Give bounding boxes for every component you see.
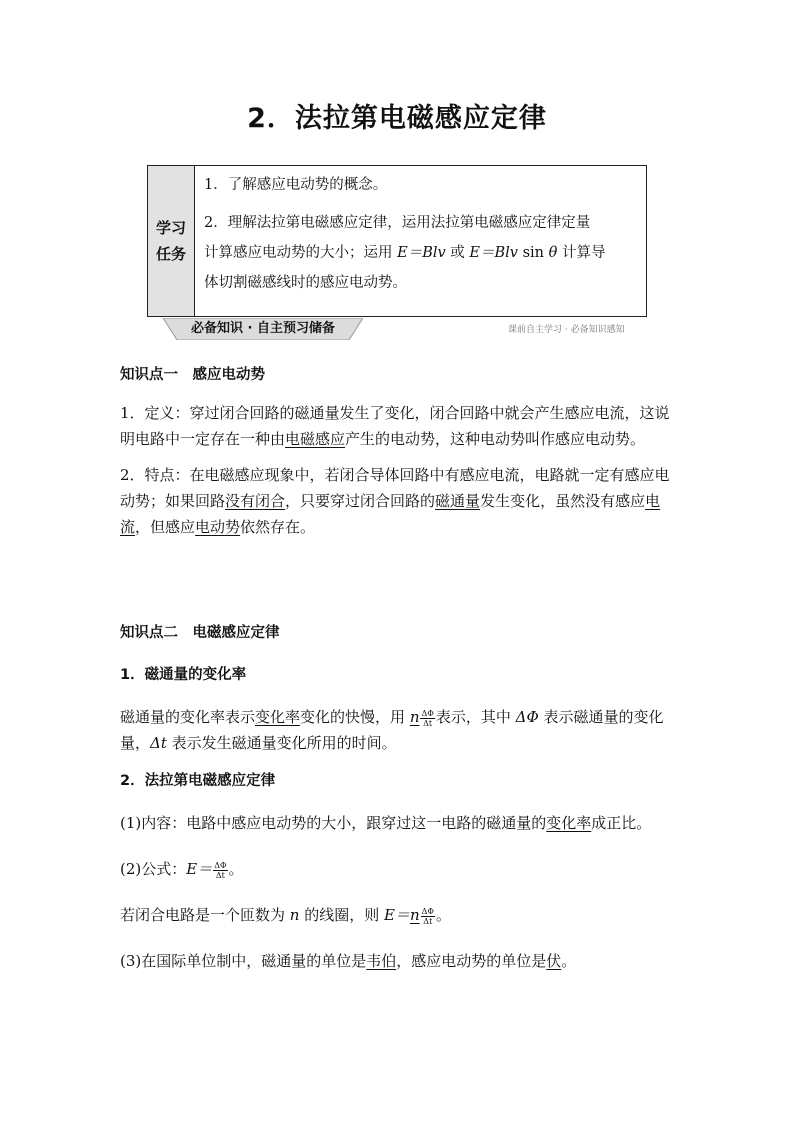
- knowledge-1-heading: 知识点一 感应电动势: [120, 367, 265, 383]
- fraction-dphi-dt: $\frac{\Delta\Phi}{\Delta t}$: [421, 708, 434, 728]
- banner-side-note: 课前自主学习 · 必备知识感知: [508, 325, 625, 335]
- formula-e-blv-sin: E＝Blv: [469, 245, 518, 261]
- formula-e-blv: E＝Blv: [397, 245, 446, 261]
- knowledge-1-definition: 1．定义：穿过闭合回路的磁通量发生了变化，闭合回路中就会产生感应电流，这说明电路中一定存在一种由电磁感应产生的电动势，这种电动势叫作感应电动势。: [120, 404, 670, 448]
- task-label-line1: 学习: [155, 219, 186, 237]
- section-knowledge-1: [120, 362, 680, 540]
- learning-task-content: [195, 166, 646, 316]
- banner-label: 必备知识 · 自主预习储备: [191, 321, 335, 336]
- task-item-2-line1: 2．理解法拉第电磁感应定律，运用法拉第电磁感应定律定量: [204, 215, 591, 231]
- knowledge-1-feature: 2．特点：在电磁感应现象中，若闭合导体回路中有感应电流，电路就一定有感应电动势；如果回路没有闭合，只要穿过闭合回路的磁通量发生变化，虽然没有感应电流，但感应电动势依然存在。: [120, 466, 670, 536]
- learning-task-label: [148, 166, 195, 316]
- subsection-1-heading: 1．磁通量的变化率: [120, 667, 247, 683]
- si-units: (3)在国际单位制中，磁通量的单位是韦伯，感应电动势的单位是伏。: [120, 952, 577, 970]
- fraction-formula: $\frac{\Delta\Phi}{\Delta t}$: [214, 860, 227, 880]
- knowledge-2-heading: 知识点二 电磁感应定律: [120, 625, 280, 641]
- fraction-coil: $\frac{\Delta\Phi}{\Delta t}$: [421, 906, 434, 926]
- page-title: 2．法拉第电磁感应定律: [247, 103, 547, 134]
- section-knowledge-2: [120, 620, 680, 974]
- coil-formula: 若闭合电路是一个匝数为 n 的线圈，则 E＝n $\frac{\Delta\Phi}{\Delta t}$ 。: [120, 906, 451, 926]
- task-item-2-line2: 计算感应电动势的大小；运用 E＝Blv 或 E＝Blv sin θ 计算导: [204, 245, 606, 261]
- flux-change-rate-text: 磁通量的变化率表示变化率变化的快慢，用 n $\frac{\Delta\Phi}{\Delta t}$ 表示，其中 ΔΦ 表示磁通量的变化量，Δt 表示发生磁通量变化所用的时间。: [120, 708, 664, 752]
- task-label-line2: 任务: [155, 245, 186, 263]
- law-content: (1)内容：电路中感应电动势的大小，跟穿过这一电路的磁通量的变化率成正比。: [120, 814, 652, 832]
- task-item-1: 1．了解感应电动势的概念。: [204, 177, 388, 193]
- law-formula: (2)公式：E＝ $\frac{\Delta\Phi}{\Delta t}$ 。: [120, 860, 244, 880]
- subsection-2-heading: 2．法拉第电磁感应定律: [120, 773, 276, 789]
- task-item-2-line3: 体切割磁感线时的感应电动势。: [204, 275, 407, 291]
- learning-task-box: [147, 165, 647, 317]
- section-banner: [163, 318, 363, 340]
